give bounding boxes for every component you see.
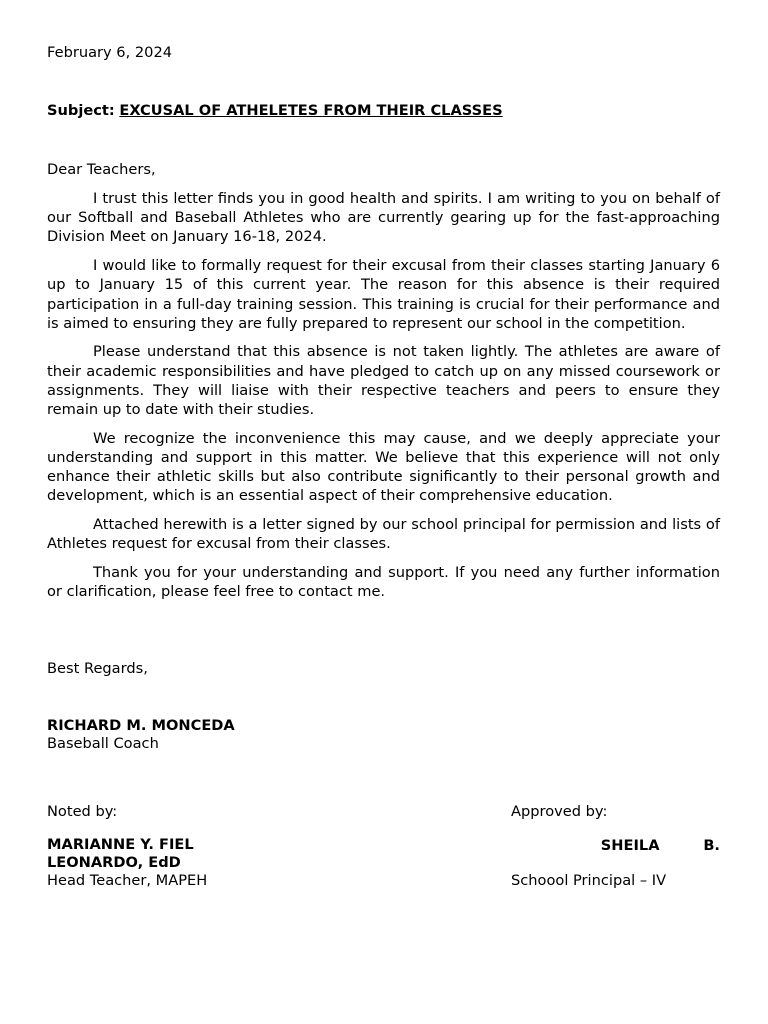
letter-date: February 6, 2024 <box>47 44 173 61</box>
noted-by-title: Head Teacher, MAPEH <box>47 872 208 889</box>
signer-name: RICHARD M. MONCEDA <box>47 717 235 734</box>
approved-by-name <box>511 836 720 855</box>
noted-by-name: MARIANNE Y. FIEL LEONARDO, EdD <box>47 836 194 871</box>
body-paragraph: Please understand that this absence is not taken lightly. The athletes are aware of their academic responsibilities and have pledged to catch up on any missed coursework or assignments. They will liaise with their respective teachers and peers to ensure they remain up to date with their studies. <box>47 343 720 419</box>
closing-line: Best Regards, <box>47 660 148 677</box>
name-indent <box>511 836 557 855</box>
body-paragraph: I trust this letter finds you in good health and spirits. I am writing to you on behalf of our Softball and Baseball Athletes who are currently gearing up for the fast-approaching Division Meet on January 16-18, 2024. <box>47 190 720 246</box>
subject-label: Subject: <box>47 102 115 119</box>
body-paragraph: Attached herewith is a letter signed by our school principal for permission and lists of Athletes request for excusal from their classes. <box>47 516 720 553</box>
subject-text: EXCUSAL OF ATHELETES FROM THEIR CLASSES <box>119 102 503 119</box>
signer-title: Baseball Coach <box>47 735 159 752</box>
subject-line <box>47 101 503 120</box>
body-paragraph: Thank you for your understanding and support. If you need any further information or clarification, please feel free to contact me. <box>47 563 720 601</box>
body-paragraph: We recognize the inconvenience this may cause, and we deeply appreciate your understanding and support in this matter. We believe that this experience will not only enhance their athletic skills but also contribute significantly to their personal growth and development, which is an essential aspect of their comprehensive education. <box>47 429 720 505</box>
body-paragraph: I would like to formally request for their excusal from their classes starting January 6 up to January 15 of this current year. The reason for this absence is their required participation in a full-day training session. This training is crucial for their performance and is aimed to ensuring they are fully prepared to represent our school in the competition. <box>47 257 720 332</box>
signer-block <box>47 717 235 753</box>
approved-by-label: Approved by: <box>511 803 608 820</box>
salutation: Dear Teachers, <box>47 161 156 178</box>
approved-by-first-name: SHEILA <box>600 837 660 854</box>
letter-body <box>47 189 720 611</box>
approved-by-title: Schoool Principal – IV <box>511 872 667 889</box>
noted-by-label: Noted by: <box>47 803 118 820</box>
approved-by-initial: B. <box>703 837 720 854</box>
